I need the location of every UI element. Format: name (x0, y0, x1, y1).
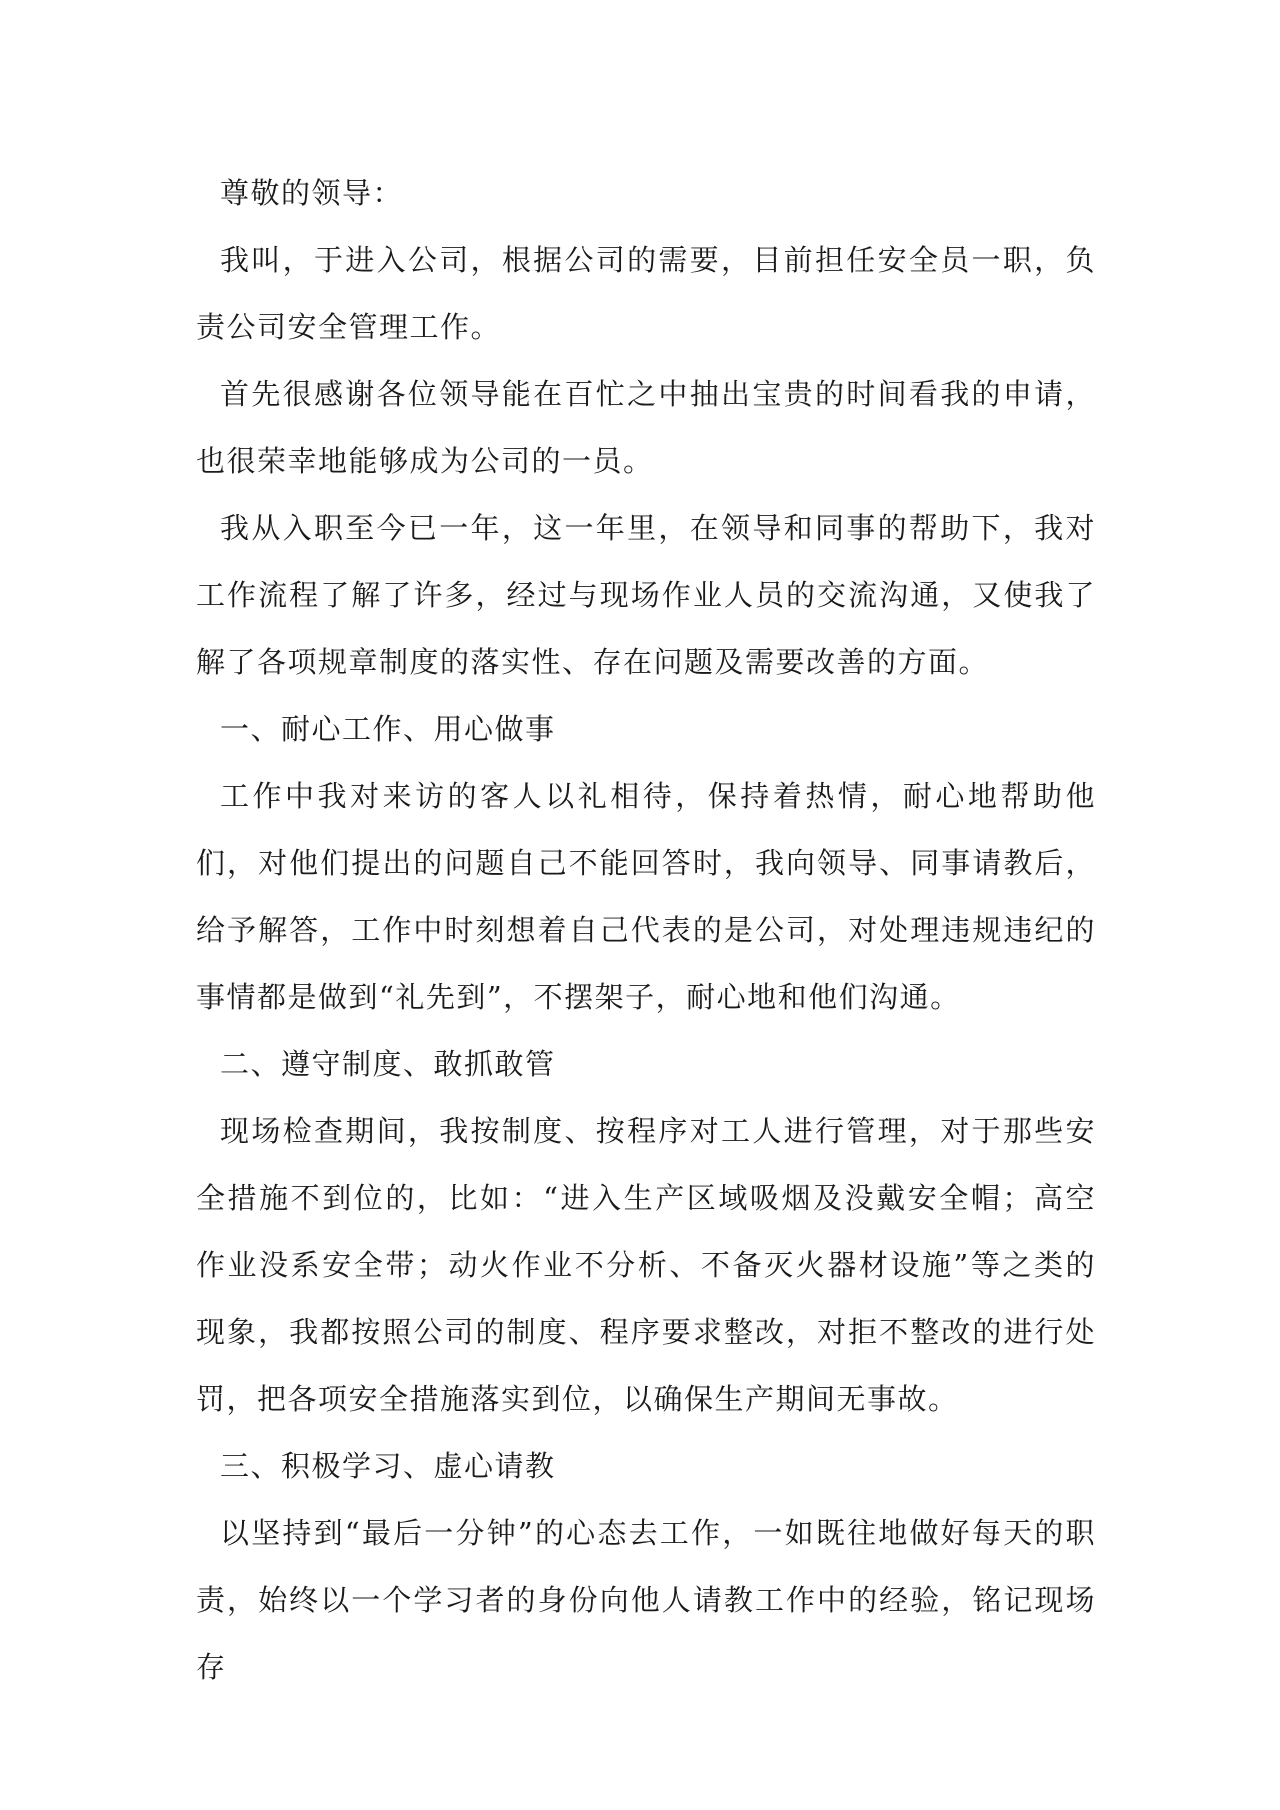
paragraph-experience: 我从入职至今已一年，这一年里，在领导和同事的帮助下，我对工作流程了解了许多，经过与现场作业人员的交流沟通，又使我了解了各项规章制度的落实性、存在问题及需要改善的方面。 (196, 511, 1096, 679)
paragraph-thanks: 首先很感谢各位领导能在百忙之中抽出宝贵的时间看我的申请，也很荣幸地能够成为公司的一员。 (196, 377, 1096, 478)
section-body-2: 现场检查期间，我按制度、按程序对工人进行管理，对于那些安全措施不到位的，比如：“进入生产区域吸烟及没戴安全帽；高空作业没系安全带；动火作业不分析、不备灭火器材设施”等之类的现象，我都按照公司的制度、程序要求整改，对拒不整改的进行处罚，把各项安全措施落实到位，以确保生产期间无事故。 (196, 1114, 1096, 1416)
section-heading-2: 二、遵守制度、敢抓敢管 (220, 1047, 556, 1081)
section-heading-1: 一、耐心工作、用心做事 (220, 712, 556, 746)
salutation: 尊敬的领导： (220, 176, 404, 210)
section-body-1: 工作中我对来访的客人以礼相待，保持着热情，耐心地帮助他们，对他们提出的问题自己不能回答时，我向领导、同事请教后，给予解答，工作中时刻想着自己代表的是公司，对处理违规违纪的事情都是做到“礼先到”，不摆架子，耐心地和他们沟通。 (196, 779, 1096, 1014)
paragraph-intro: 我叫，于进入公司，根据公司的需要，目前担任安全员一职，负责公司安全管理工作。 (196, 243, 1096, 344)
section-body-3: 以坚持到“最后一分钟”的心态去工作，一如既往地做好每天的职责，始终以一个学习者的身份向他人请教工作中的经验，铭记现场存 (196, 1516, 1096, 1684)
document-body (196, 160, 1096, 1701)
section-heading-3: 三、积极学习、虚心请教 (220, 1449, 556, 1483)
